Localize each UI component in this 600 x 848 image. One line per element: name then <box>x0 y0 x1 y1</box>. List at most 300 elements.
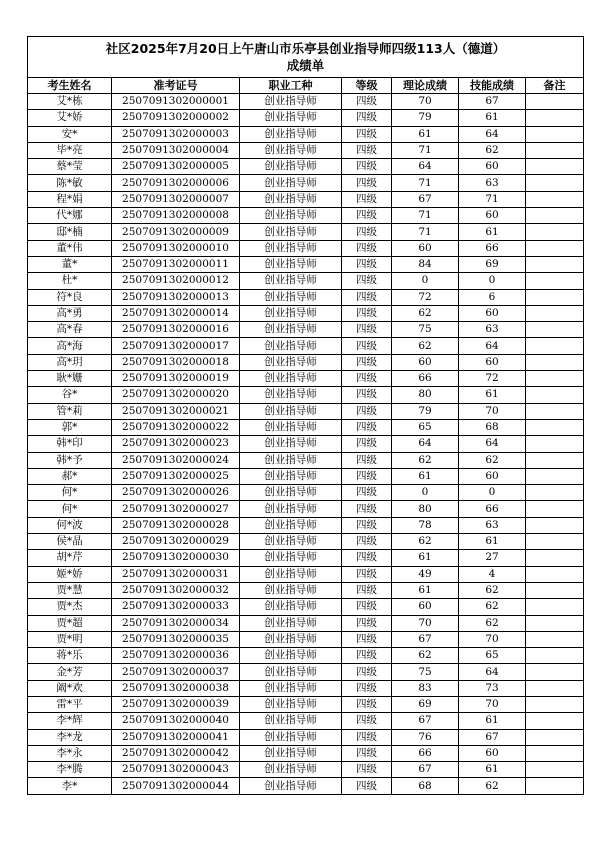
cell-remarks <box>526 534 584 550</box>
cell-ticket-number: 2507091302000036 <box>112 648 240 664</box>
cell-remarks <box>526 191 584 207</box>
cell-occupation: 创业指导师 <box>240 387 342 403</box>
cell-skill-score: 0 <box>459 273 526 289</box>
header-skill-score: 技能成绩 <box>459 78 526 94</box>
table-row <box>28 452 584 468</box>
cell-occupation: 创业指导师 <box>240 142 342 158</box>
cell-occupation: 创业指导师 <box>240 745 342 761</box>
cell-ticket-number: 2507091302000004 <box>112 142 240 158</box>
cell-remarks <box>526 468 584 484</box>
cell-level: 四级 <box>342 534 392 550</box>
table-row <box>28 224 584 240</box>
cell-skill-score: 60 <box>459 468 526 484</box>
cell-skill-score: 70 <box>459 696 526 712</box>
title-line-1: 社区2025年7月20日上午唐山市乐亭县创业指导师四级113人（德道） <box>105 41 506 56</box>
cell-level: 四级 <box>342 354 392 370</box>
table-row <box>28 142 584 158</box>
cell-occupation: 创业指导师 <box>240 582 342 598</box>
cell-skill-score: 61 <box>459 762 526 778</box>
cell-level: 四级 <box>342 550 392 566</box>
cell-occupation: 创业指导师 <box>240 94 342 110</box>
cell-skill-score: 67 <box>459 94 526 110</box>
cell-remarks <box>526 289 584 305</box>
cell-level: 四级 <box>342 664 392 680</box>
cell-skill-score: 62 <box>459 615 526 631</box>
cell-skill-score: 62 <box>459 582 526 598</box>
cell-theory-score: 66 <box>392 371 459 387</box>
cell-skill-score: 63 <box>459 322 526 338</box>
cell-skill-score: 64 <box>459 338 526 354</box>
header-occupation: 职业工种 <box>240 78 342 94</box>
cell-theory-score: 72 <box>392 289 459 305</box>
header-remarks: 备注 <box>526 78 584 94</box>
cell-name: 李*永 <box>28 745 112 761</box>
cell-occupation: 创业指导师 <box>240 371 342 387</box>
cell-occupation: 创业指导师 <box>240 696 342 712</box>
cell-level: 四级 <box>342 648 392 664</box>
cell-remarks <box>526 615 584 631</box>
cell-remarks <box>526 436 584 452</box>
cell-skill-score: 63 <box>459 517 526 533</box>
cell-occupation: 创业指导师 <box>240 159 342 175</box>
table-row <box>28 371 584 387</box>
cell-occupation: 创业指导师 <box>240 208 342 224</box>
cell-theory-score: 71 <box>392 224 459 240</box>
cell-theory-score: 61 <box>392 550 459 566</box>
cell-theory-score: 60 <box>392 240 459 256</box>
cell-level: 四级 <box>342 94 392 110</box>
cell-skill-score: 60 <box>459 745 526 761</box>
header-name: 考生姓名 <box>28 78 112 94</box>
cell-name: 管*莉 <box>28 403 112 419</box>
cell-remarks <box>526 224 584 240</box>
cell-remarks <box>526 322 584 338</box>
cell-ticket-number: 2507091302000037 <box>112 664 240 680</box>
table-row <box>28 126 584 142</box>
cell-level: 四级 <box>342 436 392 452</box>
cell-level: 四级 <box>342 110 392 126</box>
table-row <box>28 256 584 272</box>
cell-skill-score: 27 <box>459 550 526 566</box>
cell-theory-score: 62 <box>392 534 459 550</box>
cell-theory-score: 69 <box>392 696 459 712</box>
cell-occupation: 创业指导师 <box>240 452 342 468</box>
cell-name: 李* <box>28 778 112 794</box>
cell-skill-score: 64 <box>459 126 526 142</box>
cell-ticket-number: 2507091302000006 <box>112 175 240 191</box>
cell-theory-score: 61 <box>392 582 459 598</box>
cell-skill-score: 60 <box>459 159 526 175</box>
cell-remarks <box>526 696 584 712</box>
cell-ticket-number: 2507091302000042 <box>112 745 240 761</box>
header-theory-score: 理论成绩 <box>392 78 459 94</box>
cell-name: 安* <box>28 126 112 142</box>
cell-level: 四级 <box>342 191 392 207</box>
cell-name: 程*娟 <box>28 191 112 207</box>
cell-name: 蔡*莹 <box>28 159 112 175</box>
cell-ticket-number: 2507091302000031 <box>112 566 240 582</box>
cell-occupation: 创业指导师 <box>240 256 342 272</box>
table-row <box>28 468 584 484</box>
cell-name: 侯*晶 <box>28 534 112 550</box>
cell-skill-score: 62 <box>459 778 526 794</box>
cell-ticket-number: 2507091302000019 <box>112 371 240 387</box>
cell-remarks <box>526 208 584 224</box>
cell-skill-score: 61 <box>459 713 526 729</box>
cell-theory-score: 62 <box>392 305 459 321</box>
cell-occupation: 创业指导师 <box>240 648 342 664</box>
cell-name: 李*腾 <box>28 762 112 778</box>
table-row <box>28 534 584 550</box>
cell-name: 何*波 <box>28 517 112 533</box>
cell-theory-score: 62 <box>392 452 459 468</box>
cell-occupation: 创业指导师 <box>240 175 342 191</box>
cell-occupation: 创业指导师 <box>240 354 342 370</box>
cell-remarks <box>526 371 584 387</box>
cell-name: 金*芳 <box>28 664 112 680</box>
cell-remarks <box>526 664 584 680</box>
cell-occupation: 创业指导师 <box>240 485 342 501</box>
table-row <box>28 175 584 191</box>
cell-name: 高*勇 <box>28 305 112 321</box>
cell-occupation: 创业指导师 <box>240 631 342 647</box>
cell-name: 陈*敏 <box>28 175 112 191</box>
cell-theory-score: 71 <box>392 208 459 224</box>
cell-name: 代*娜 <box>28 208 112 224</box>
cell-skill-score: 62 <box>459 599 526 615</box>
cell-name: 何* <box>28 485 112 501</box>
cell-occupation: 创业指导师 <box>240 566 342 582</box>
cell-occupation: 创业指导师 <box>240 778 342 794</box>
cell-ticket-number: 2507091302000027 <box>112 501 240 517</box>
cell-occupation: 创业指导师 <box>240 305 342 321</box>
cell-theory-score: 61 <box>392 126 459 142</box>
cell-level: 四级 <box>342 273 392 289</box>
cell-ticket-number: 2507091302000041 <box>112 729 240 745</box>
cell-remarks <box>526 256 584 272</box>
table-row <box>28 305 584 321</box>
cell-level: 四级 <box>342 631 392 647</box>
cell-theory-score: 64 <box>392 436 459 452</box>
cell-theory-score: 84 <box>392 256 459 272</box>
cell-level: 四级 <box>342 680 392 696</box>
cell-ticket-number: 2507091302000011 <box>112 256 240 272</box>
cell-ticket-number: 2507091302000021 <box>112 403 240 419</box>
cell-occupation: 创业指导师 <box>240 126 342 142</box>
cell-name: 韩*印 <box>28 436 112 452</box>
table-row <box>28 354 584 370</box>
cell-ticket-number: 2507091302000014 <box>112 305 240 321</box>
cell-level: 四级 <box>342 566 392 582</box>
cell-remarks <box>526 631 584 647</box>
cell-name: 贾*杰 <box>28 599 112 615</box>
cell-ticket-number: 2507091302000039 <box>112 696 240 712</box>
cell-name: 董* <box>28 256 112 272</box>
cell-name: 李*辉 <box>28 713 112 729</box>
cell-remarks <box>526 403 584 419</box>
table-row <box>28 403 584 419</box>
cell-level: 四级 <box>342 126 392 142</box>
cell-theory-score: 67 <box>392 762 459 778</box>
cell-skill-score: 63 <box>459 175 526 191</box>
cell-skill-score: 60 <box>459 305 526 321</box>
cell-occupation: 创业指导师 <box>240 615 342 631</box>
table-row <box>28 387 584 403</box>
cell-level: 四级 <box>342 778 392 794</box>
table-row <box>28 501 584 517</box>
table-row <box>28 696 584 712</box>
cell-ticket-number: 2507091302000022 <box>112 419 240 435</box>
cell-level: 四级 <box>342 224 392 240</box>
cell-theory-score: 66 <box>392 745 459 761</box>
cell-ticket-number: 2507091302000020 <box>112 387 240 403</box>
cell-theory-score: 70 <box>392 615 459 631</box>
table-row <box>28 208 584 224</box>
table-row <box>28 615 584 631</box>
cell-ticket-number: 2507091302000009 <box>112 224 240 240</box>
table-row <box>28 664 584 680</box>
cell-skill-score: 64 <box>459 664 526 680</box>
table-row <box>28 729 584 745</box>
cell-theory-score: 78 <box>392 517 459 533</box>
cell-level: 四级 <box>342 501 392 517</box>
cell-remarks <box>526 419 584 435</box>
cell-ticket-number: 2507091302000024 <box>112 452 240 468</box>
cell-occupation: 创业指导师 <box>240 110 342 126</box>
cell-level: 四级 <box>342 485 392 501</box>
cell-remarks <box>526 159 584 175</box>
table-row <box>28 94 584 110</box>
cell-level: 四级 <box>342 452 392 468</box>
cell-theory-score: 62 <box>392 648 459 664</box>
cell-skill-score: 61 <box>459 110 526 126</box>
cell-remarks <box>526 126 584 142</box>
cell-ticket-number: 2507091302000012 <box>112 273 240 289</box>
cell-theory-score: 62 <box>392 338 459 354</box>
table-row <box>28 582 584 598</box>
cell-level: 四级 <box>342 142 392 158</box>
cell-name: 姬*娇 <box>28 566 112 582</box>
cell-ticket-number: 2507091302000016 <box>112 322 240 338</box>
cell-ticket-number: 2507091302000026 <box>112 485 240 501</box>
cell-level: 四级 <box>342 240 392 256</box>
table-row <box>28 436 584 452</box>
cell-name: 贾*明 <box>28 631 112 647</box>
table-row <box>28 631 584 647</box>
score-rows <box>28 94 584 795</box>
cell-name: 胡*芹 <box>28 550 112 566</box>
cell-skill-score: 70 <box>459 631 526 647</box>
cell-ticket-number: 2507091302000035 <box>112 631 240 647</box>
cell-skill-score: 66 <box>459 501 526 517</box>
cell-level: 四级 <box>342 371 392 387</box>
cell-remarks <box>526 550 584 566</box>
cell-ticket-number: 2507091302000008 <box>112 208 240 224</box>
cell-remarks <box>526 338 584 354</box>
cell-theory-score: 67 <box>392 631 459 647</box>
cell-name: 何* <box>28 501 112 517</box>
cell-level: 四级 <box>342 387 392 403</box>
cell-ticket-number: 2507091302000001 <box>112 94 240 110</box>
cell-ticket-number: 2507091302000040 <box>112 713 240 729</box>
cell-level: 四级 <box>342 289 392 305</box>
cell-occupation: 创业指导师 <box>240 729 342 745</box>
cell-name: 邸*楠 <box>28 224 112 240</box>
cell-level: 四级 <box>342 615 392 631</box>
cell-remarks <box>526 599 584 615</box>
title-line-2: 成绩单 <box>286 58 325 73</box>
cell-occupation: 创业指导师 <box>240 273 342 289</box>
cell-name: 艾*娇 <box>28 110 112 126</box>
cell-occupation: 创业指导师 <box>240 550 342 566</box>
cell-skill-score: 68 <box>459 419 526 435</box>
table-row <box>28 713 584 729</box>
table-row <box>28 419 584 435</box>
sheet-title <box>28 37 584 78</box>
cell-name: 韩*予 <box>28 452 112 468</box>
cell-occupation: 创业指导师 <box>240 680 342 696</box>
cell-name: 毕*亮 <box>28 142 112 158</box>
cell-level: 四级 <box>342 322 392 338</box>
cell-remarks <box>526 175 584 191</box>
cell-name: 雷*平 <box>28 696 112 712</box>
cell-occupation: 创业指导师 <box>240 289 342 305</box>
cell-theory-score: 60 <box>392 354 459 370</box>
cell-theory-score: 75 <box>392 322 459 338</box>
cell-occupation: 创业指导师 <box>240 713 342 729</box>
cell-ticket-number: 2507091302000013 <box>112 289 240 305</box>
cell-remarks <box>526 648 584 664</box>
cell-occupation: 创业指导师 <box>240 224 342 240</box>
cell-level: 四级 <box>342 256 392 272</box>
cell-level: 四级 <box>342 175 392 191</box>
cell-skill-score: 71 <box>459 191 526 207</box>
cell-ticket-number: 2507091302000018 <box>112 354 240 370</box>
cell-theory-score: 61 <box>392 468 459 484</box>
header-ticket-number: 准考证号 <box>112 78 240 94</box>
table-row <box>28 680 584 696</box>
cell-theory-score: 76 <box>392 729 459 745</box>
cell-occupation: 创业指导师 <box>240 762 342 778</box>
cell-remarks <box>526 778 584 794</box>
cell-name: 董*伟 <box>28 240 112 256</box>
cell-ticket-number: 2507091302000023 <box>112 436 240 452</box>
cell-theory-score: 75 <box>392 664 459 680</box>
cell-name: 高*春 <box>28 322 112 338</box>
cell-name: 高*玥 <box>28 354 112 370</box>
cell-name: 蒋*乐 <box>28 648 112 664</box>
cell-level: 四级 <box>342 762 392 778</box>
cell-remarks <box>526 94 584 110</box>
cell-remarks <box>526 566 584 582</box>
table-row <box>28 778 584 794</box>
cell-occupation: 创业指导师 <box>240 664 342 680</box>
cell-level: 四级 <box>342 403 392 419</box>
cell-name: 贾*慧 <box>28 582 112 598</box>
table-row <box>28 273 584 289</box>
cell-skill-score: 6 <box>459 289 526 305</box>
cell-remarks <box>526 110 584 126</box>
cell-ticket-number: 2507091302000007 <box>112 191 240 207</box>
cell-remarks <box>526 517 584 533</box>
cell-theory-score: 80 <box>392 387 459 403</box>
cell-occupation: 创业指导师 <box>240 403 342 419</box>
cell-occupation: 创业指导师 <box>240 599 342 615</box>
cell-theory-score: 70 <box>392 94 459 110</box>
cell-skill-score: 60 <box>459 208 526 224</box>
header-level: 等级 <box>342 78 392 94</box>
cell-skill-score: 60 <box>459 354 526 370</box>
cell-occupation: 创业指导师 <box>240 240 342 256</box>
cell-level: 四级 <box>342 159 392 175</box>
cell-skill-score: 72 <box>459 371 526 387</box>
cell-name: 谷* <box>28 387 112 403</box>
cell-level: 四级 <box>342 599 392 615</box>
score-sheet <box>27 36 583 795</box>
cell-name: 阚*欢 <box>28 680 112 696</box>
table-row <box>28 110 584 126</box>
cell-remarks <box>526 762 584 778</box>
cell-theory-score: 80 <box>392 501 459 517</box>
cell-remarks <box>526 745 584 761</box>
cell-occupation: 创业指导师 <box>240 534 342 550</box>
cell-name: 高*海 <box>28 338 112 354</box>
cell-ticket-number: 2507091302000033 <box>112 599 240 615</box>
cell-level: 四级 <box>342 517 392 533</box>
cell-remarks <box>526 680 584 696</box>
cell-occupation: 创业指导师 <box>240 322 342 338</box>
cell-remarks <box>526 273 584 289</box>
column-header-row <box>28 78 584 94</box>
cell-remarks <box>526 142 584 158</box>
cell-remarks <box>526 452 584 468</box>
table-row <box>28 517 584 533</box>
cell-remarks <box>526 387 584 403</box>
table-row <box>28 159 584 175</box>
cell-ticket-number: 2507091302000034 <box>112 615 240 631</box>
cell-remarks <box>526 582 584 598</box>
cell-name: 耿*姗 <box>28 371 112 387</box>
cell-name: 杜* <box>28 273 112 289</box>
cell-theory-score: 0 <box>392 485 459 501</box>
cell-occupation: 创业指导师 <box>240 419 342 435</box>
cell-occupation: 创业指导师 <box>240 501 342 517</box>
cell-occupation: 创业指导师 <box>240 436 342 452</box>
score-table <box>27 36 584 795</box>
cell-occupation: 创业指导师 <box>240 517 342 533</box>
cell-ticket-number: 2507091302000029 <box>112 534 240 550</box>
cell-theory-score: 83 <box>392 680 459 696</box>
cell-name: 郭* <box>28 419 112 435</box>
table-row <box>28 240 584 256</box>
table-row <box>28 566 584 582</box>
cell-theory-score: 67 <box>392 191 459 207</box>
cell-skill-score: 61 <box>459 224 526 240</box>
cell-name: 符*良 <box>28 289 112 305</box>
cell-remarks <box>526 485 584 501</box>
cell-remarks <box>526 713 584 729</box>
table-row <box>28 762 584 778</box>
cell-skill-score: 67 <box>459 729 526 745</box>
cell-skill-score: 69 <box>459 256 526 272</box>
cell-ticket-number: 2507091302000005 <box>112 159 240 175</box>
cell-level: 四级 <box>342 468 392 484</box>
cell-skill-score: 66 <box>459 240 526 256</box>
cell-skill-score: 62 <box>459 142 526 158</box>
cell-remarks <box>526 501 584 517</box>
cell-skill-score: 62 <box>459 452 526 468</box>
cell-theory-score: 0 <box>392 273 459 289</box>
